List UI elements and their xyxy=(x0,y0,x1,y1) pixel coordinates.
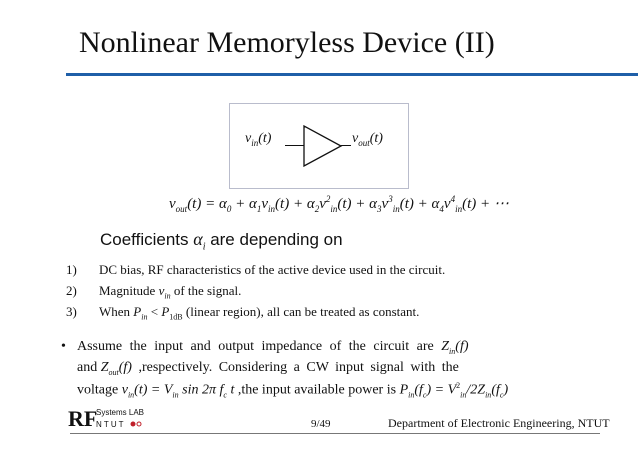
rf-systems-lab-logo xyxy=(66,404,156,434)
amplifier-triangle-icon xyxy=(303,125,343,167)
logo-ring xyxy=(137,422,141,426)
list-item: 2) Magnitude $v_{in}$ of the signal. xyxy=(66,283,242,301)
impedance-bullet xyxy=(61,339,567,402)
slide-title: Nonlinear Memoryless Device (II) xyxy=(79,26,495,59)
coefficients-heading: Coefficients $\alpha_i$ are depending on xyxy=(100,229,343,253)
term-2: $\alpha_2v^2_{in}(t)$ + xyxy=(306,194,366,214)
logo-rf-text: RF xyxy=(68,406,98,431)
term-1: $\alpha_1v_{in}(t)$ + xyxy=(248,196,304,214)
power-series-equation: $v_{out}(t) = \alpha_0 + \alpha_1v_{in}(t) + \alpha_2v^2_{in}(t) + \alpha_3v^3_{in}(t) + \alpha_4v^4_{in}(t)$ + ⋯ xyxy=(169,194,509,214)
output-signal-label: $v_{out}(t)$ xyxy=(352,131,383,148)
list-item: 3) When $P_{in} < P_{1dB}$ (linear region), all can be treated as constant. xyxy=(66,304,420,322)
dependency-list xyxy=(66,262,445,325)
logo-line-2: N T U T xyxy=(96,420,124,429)
logo-line-1: Systems LAB xyxy=(96,408,145,417)
logo-graphic xyxy=(66,404,156,434)
bullet-line-1: • Assume the input and output impedance of the circuit are $Z_{in}(f)$ xyxy=(61,339,469,356)
input-wire xyxy=(285,145,305,146)
bullet-line-2: and $Z_{out}(f)$ ,respectively. Considering a CW input signal with the xyxy=(77,360,459,377)
output-wire xyxy=(341,145,351,146)
list-item: 1) DC bias, RF characteristics of the active device used in the circuit. xyxy=(66,262,446,277)
bullet-dot: • xyxy=(61,339,66,354)
term-3: $\alpha_3v^3_{in}(t)$ + xyxy=(369,194,428,214)
title-rule xyxy=(66,73,638,76)
department-name: Department of Electronic Engineering, NTUT xyxy=(388,416,610,430)
page-number: 9/49 xyxy=(311,418,331,430)
bullet-line-3: voltage $v_{in}(t) = V_{in}$ sin 2π $f_c$ t ,the input available power is $P_{in}(f_c) = V^2_{in}/2Z_{in}(f_c)$ xyxy=(77,381,509,400)
footer-rule xyxy=(70,433,600,434)
logo-dot xyxy=(131,422,136,427)
term-4: $\alpha_4v^4_{in}(t)$ xyxy=(431,194,477,214)
input-signal-label: $v_{in}(t)$ xyxy=(245,131,272,148)
